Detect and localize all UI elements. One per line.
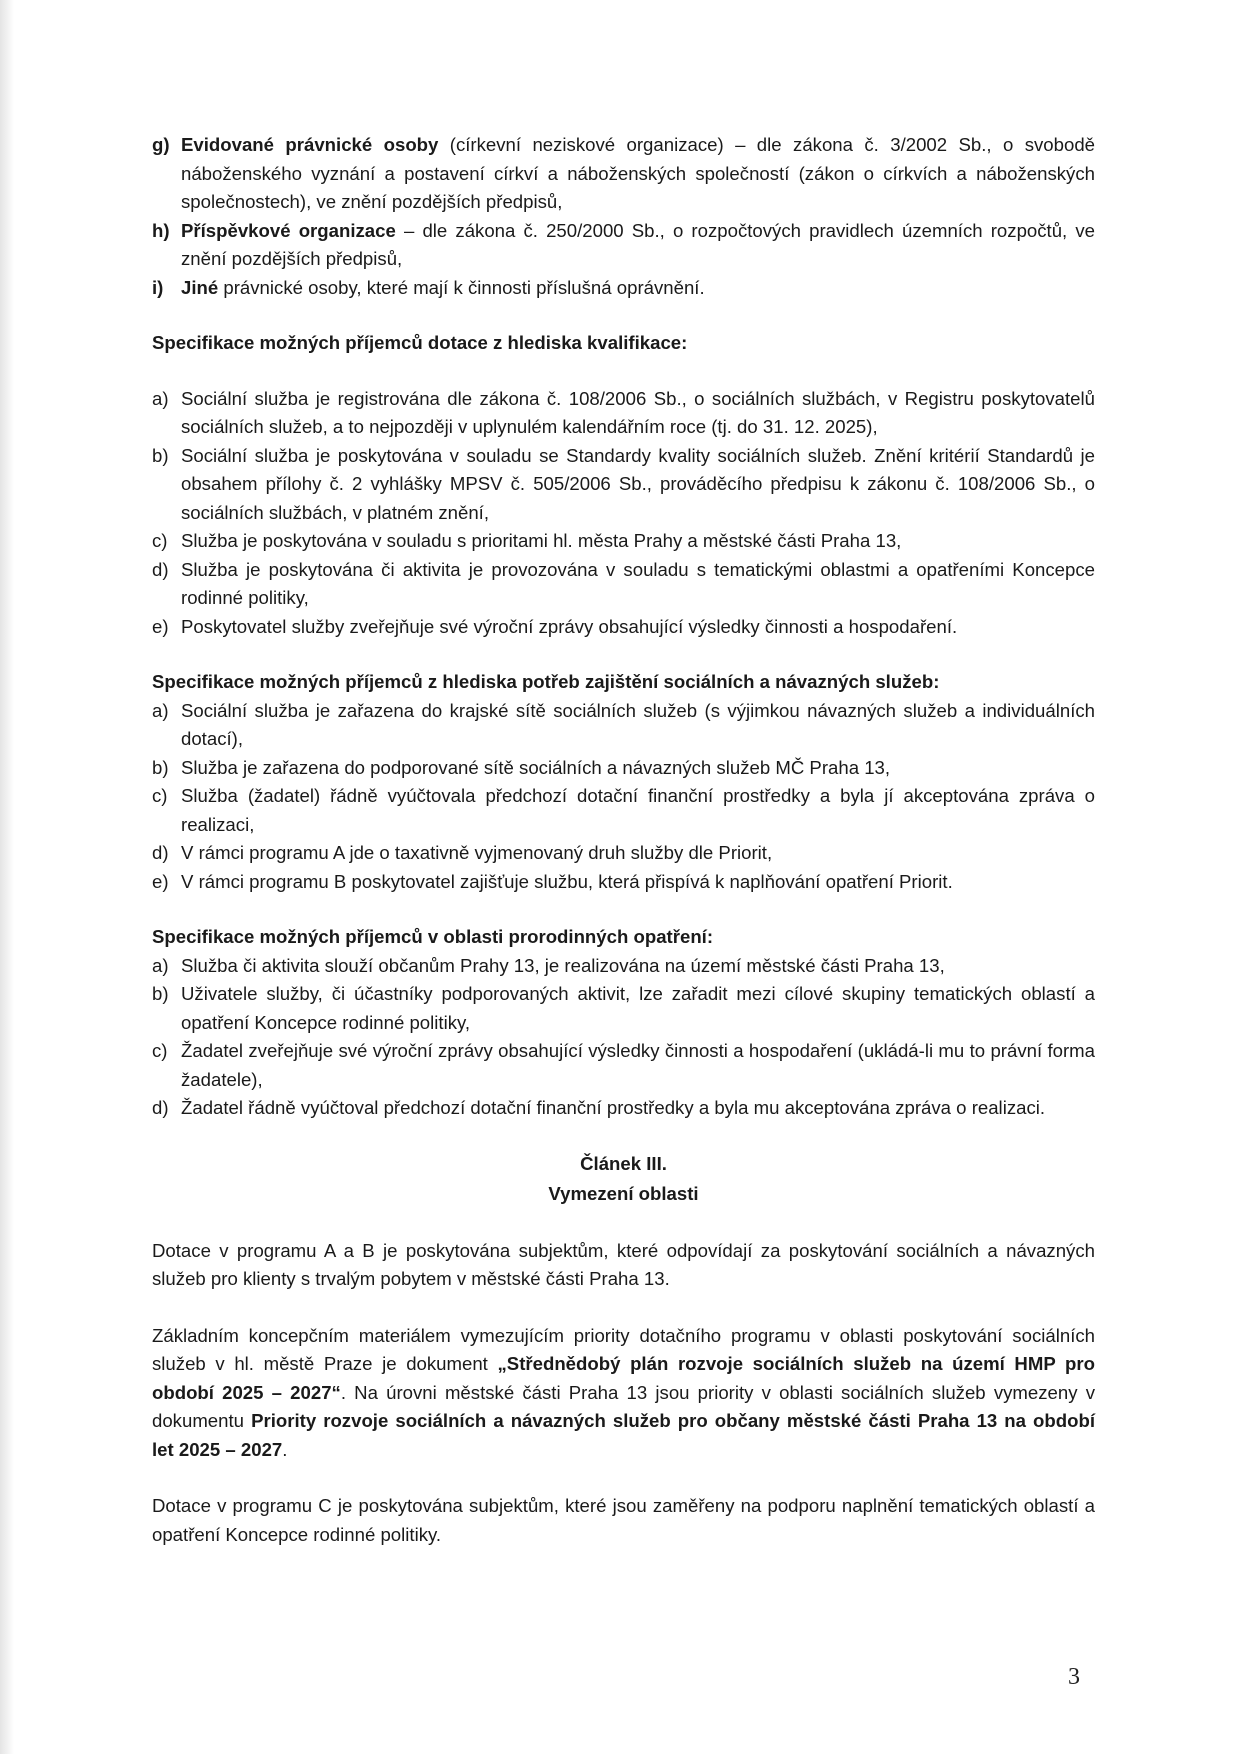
- list-item: [152, 868, 1095, 897]
- list-item: [152, 1094, 1095, 1123]
- paragraph-text: .: [282, 1438, 288, 1460]
- list-item: [152, 217, 1095, 274]
- list-item-text: V rámci programu B poskytovatel zajišťuje službu, která přispívá k naplňování opatření Priorit.: [181, 870, 953, 892]
- list-marker: b): [152, 756, 169, 778]
- list-item-text: V rámci programu A jde o taxativně vyjmenovaný druh služby dle Priorit,: [181, 842, 773, 863]
- list-item-text: Služba či aktivita slouží občanům Prahy 13, je realizována na území městské části Praha 13,: [181, 954, 945, 976]
- list-item: [152, 385, 1095, 442]
- article-number: Článek III.: [580, 1152, 667, 1174]
- section-heading: Specifikace možných příjemců dotace z hlediska kvalifikace:: [152, 332, 688, 353]
- list-marker: g): [152, 134, 170, 155]
- scan-edge-shadow: [0, 0, 14, 1754]
- list-marker: c): [152, 1040, 168, 1061]
- list-item-text: – dle zákona č. 250/2000 Sb., o rozpočtových pravidlech územních rozpočtů, ve znění pozdějších předpisů,: [181, 219, 1095, 269]
- list-item: [152, 527, 1095, 556]
- list-marker: c): [152, 530, 168, 551]
- list-marker: c): [152, 785, 168, 806]
- list-item-text: Služba je poskytována v souladu s prioritami hl. města Prahy a městské části Praha 13,: [181, 530, 902, 551]
- list-item: [152, 754, 1095, 783]
- list-marker: e): [152, 615, 169, 637]
- section-heading: Specifikace možných příjemců z hlediska potřeb zajištění sociálních a návazných služeb:: [152, 671, 940, 692]
- legal-forms-list: [152, 131, 1095, 302]
- list-marker: a): [152, 954, 169, 976]
- list-item-text: Žadatel řádně vyúčtoval předchozí dotační finanční prostředky a byla mu akceptována zpráva o realizaci.: [181, 1097, 1046, 1118]
- list-marker: b): [152, 983, 169, 1004]
- paragraph: [152, 1492, 1095, 1549]
- list-marker: d): [152, 1097, 169, 1118]
- list-item-text: Poskytovatel služby zveřejňuje své výroční zprávy obsahující výsledky činnosti a hospodaření.: [181, 615, 958, 637]
- paragraph-text: Dotace v programu C je poskytována subjektům, které jsou zaměřeny na podporu naplnění tematických oblastí a opatření Koncepce rodinné politiky.: [152, 1495, 1095, 1545]
- list-item-bold: Evidované právnické osoby: [181, 134, 439, 155]
- section-family: [152, 923, 1095, 1123]
- paragraph: [152, 1322, 1095, 1465]
- list-item: [152, 442, 1095, 528]
- list-item-text: Služba je poskytována či aktivita je provozována v souladu s tematickými oblastmi a opatřeními Koncepce rodinné politiky,: [181, 558, 1095, 608]
- article-title: Vymezení oblasti: [548, 1182, 699, 1204]
- page-number: 3: [1068, 1664, 1080, 1690]
- document-title-bold: „Střednědobý plán rozvoje sociálních služeb na území HMP pro období 2025 – 2027“: [152, 1353, 1095, 1403]
- list-item-text: Uživatele služby, či účastníky podporovaných aktivit, lze zařadit mezi cílové skupiny tematických oblastí a opatření Koncepce rodinné politiky,: [181, 983, 1095, 1033]
- document-title-bold: Priority rozvoje sociálních a návazných služeb pro občany městské části Praha 13 na období let 2025 – 2027: [152, 1410, 1096, 1460]
- needs-list: [152, 697, 1095, 897]
- list-marker: b): [152, 444, 169, 466]
- list-item-text: Žadatel zveřejňuje své výroční zprávy obsahující výsledky činnosti a hospodaření (ukládá-li mu to právní forma žadatele),: [181, 1040, 1095, 1090]
- list-item-text: (církevní neziskové organizace) – dle zákona č. 3/2002 Sb., o svobodě náboženského vyznání a postavení církví a náboženských společností (zákon o církvích a náboženských společnostech), ve znění pozdějších předpisů,: [181, 134, 1095, 212]
- list-marker: e): [152, 870, 169, 892]
- list-item: [152, 952, 1095, 981]
- list-item-text: Sociální služba je registrována dle zákona č. 108/2006 Sb., o sociálních službách, v Registru poskytovatelů sociálních služeb, a to nejpozději v uplynulém kalendářním roce (tj. do 31. 12. 2025),: [181, 387, 1095, 437]
- list-item: [152, 839, 1095, 868]
- paragraph: [152, 1237, 1095, 1294]
- list-marker: d): [152, 558, 169, 580]
- list-item-text: Služba je zařazena do podporované sítě sociálních a návazných služeb MČ Praha 13,: [181, 756, 891, 778]
- list-marker: a): [152, 699, 169, 721]
- list-item: [152, 274, 1095, 303]
- family-list: [152, 952, 1095, 1123]
- list-item-bold: Jiné: [181, 276, 219, 298]
- list-item: [152, 131, 1095, 217]
- list-item: [152, 697, 1095, 754]
- list-item: [152, 556, 1095, 613]
- list-item-text: právnické osoby, které mají k činnosti příslušná oprávnění.: [218, 276, 705, 298]
- qualification-list: [152, 385, 1095, 642]
- list-item-bold: Příspěvkové organizace: [181, 219, 396, 241]
- list-marker: d): [152, 842, 169, 863]
- list-item: [152, 1037, 1095, 1094]
- list-marker: h): [152, 219, 170, 241]
- section-needs: [152, 668, 1095, 896]
- list-item-text: Sociální služba je zařazena do krajské sítě sociálních služeb (s výjimkou návazných služeb a individuálních dotací),: [181, 699, 1095, 749]
- section-qualification: [152, 329, 1095, 641]
- list-item: [152, 980, 1095, 1037]
- paragraph-text: Základním koncepčním materiálem vymezujícím priority dotačního programu v oblasti poskytování sociálních služeb v hl. městě Praze je dokument: [152, 1324, 1095, 1374]
- article-heading: [152, 1149, 1095, 1209]
- list-item-text: Sociální služba je poskytována v souladu se Standardy kvality sociálních služeb. Znění kritérií Standardů je obsahem přílohy č. 2 vyhlášky MPSV č. 505/2006 Sb., prováděcího předpisu k zákonu č. 108/2006 Sb., o sociálních službách, v platném znění,: [181, 444, 1095, 523]
- paragraph-text: . Na úrovni městské části Praha 13 jsou priority v oblasti sociálních služeb vymezeny v dokumentu: [152, 1381, 1095, 1431]
- list-item: [152, 613, 1095, 642]
- page-content: [152, 131, 1095, 1549]
- list-marker: a): [152, 387, 169, 409]
- list-marker: i): [152, 276, 164, 298]
- paragraph-text: Dotace v programu A a B je poskytována subjektům, které odpovídají za poskytování sociálních a návazných služeb pro klienty s trvalým pobytem v městské části Praha 13.: [152, 1239, 1095, 1289]
- section-heading: Specifikace možných příjemců v oblasti prorodinných opatření:: [152, 926, 714, 947]
- list-item: [152, 782, 1095, 839]
- list-item-text: Služba (žadatel) řádně vyúčtovala předchozí dotační finanční prostředky a byla jí akceptována zpráva o realizaci,: [181, 785, 1095, 835]
